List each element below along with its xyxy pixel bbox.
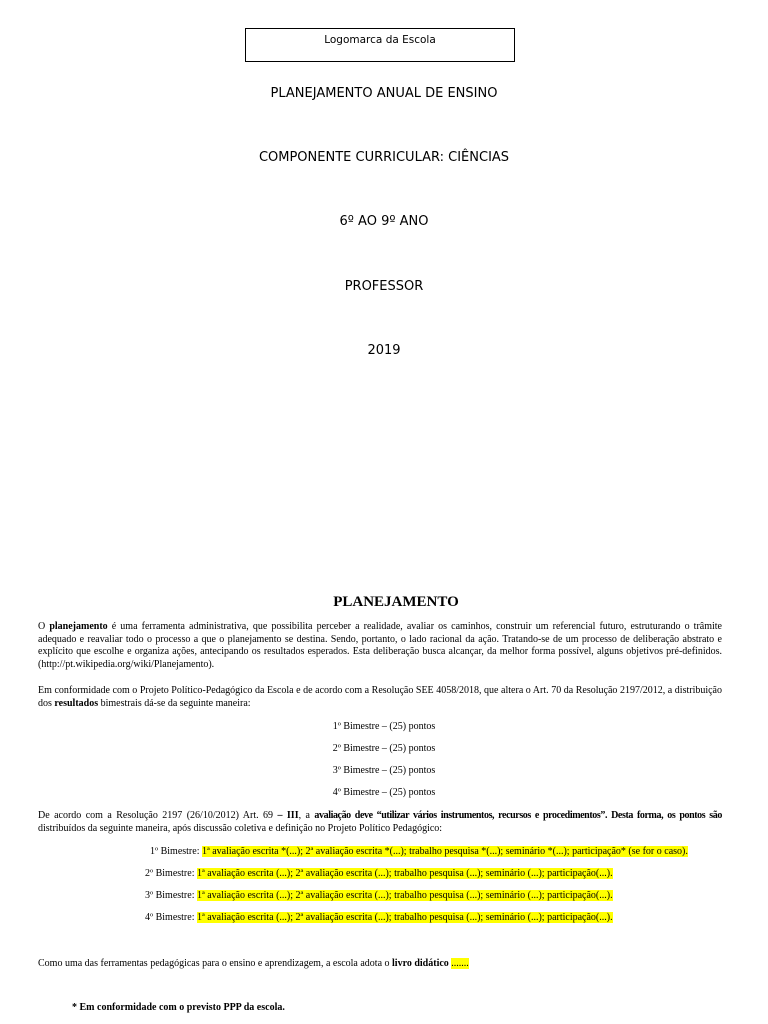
curricular-component: COMPONENTE CURRICULAR: CIÊNCIAS [258,150,510,165]
document-year: 2019 [367,343,401,358]
resolution-lead: De acordo com a Resolução 2197 (26/10/2012) Art. 69 [38,810,278,821]
distribution-row-1 [150,846,688,857]
textbook-lead: Como uma das ferramentas pedagógicas para o ensino e aprendizagem, a escola adota o [38,958,393,969]
conformity-paragraph [38,685,722,710]
resolution-tail: distribuídos da seguinte maneira, após discussão coletiva e definição no Projeto Político Pedagógico: [38,822,443,834]
distribution-text: 1ª avaliação escrita (...); 2ª avaliação escrita (...); trabalho pesquisa (...); seminário (...); participação(...). [196,890,613,901]
results-term: resultados [54,697,99,709]
resolution-paragraph [38,810,722,835]
planning-term: planejamento [49,621,108,632]
bimester-points-4: 4º Bimestre – (25) pontos [332,787,436,798]
logo-placeholder-text: Logomarca da Escola [324,34,436,46]
distribution-text: 1ª avaliação escrita *(...); 2ª avaliação escrita *(...); trabalho pesquisa *(...); seminário *(...); participação* (se for o caso). [201,846,688,857]
grade-range: 6º AO 9º ANO [339,214,429,229]
distribution-label: 4º Bimestre: [145,912,197,923]
distribution-label: 1º Bimestre: [150,846,202,857]
conformity-tail: bimestrais dá-se da seguinte maneira: [98,697,251,709]
ppp-footnote: * Em conformidade com o previsto PPP da escola. [72,1002,285,1013]
intro-text: é uma ferramenta administrativa, que possibilita perceber a realidade, avaliar os caminhos, construir um referencial futuro, estruturando o trâmite adequado e reavaliar todo o processo a que o planejamento se destina. Sendo, portanto, o lado racional da ação. Tratando-se de um processo de deliberação abstrato e explícito que escolhe e organiza ações, antecipando os resultados esperados. Esta deliberação busca alcançar, da melhor forma possível, alguns objetivos pré-definidos. (http://pt.wikipedia.org/wiki/Planejamento). [38,621,722,670]
planning-section-title: PLANEJAMENTO [333,594,459,610]
school-logo-placeholder [245,28,515,62]
resolution-mid: , a [298,810,315,821]
evaluation-requirement: avaliação deve “utilizar vários instrumentos, recursos e procedimentos”. Desta forma, os pontos são [314,810,722,821]
distribution-text: 1ª avaliação escrita (...); 2ª avaliação escrita (...); trabalho pesquisa (...); seminário (...); participação(...). [196,912,613,923]
professor-label: PROFESSOR [344,279,424,294]
textbook-term: livro didático [392,958,449,969]
resolution-dash: – III [277,810,299,821]
planning-definition-paragraph [38,621,722,671]
distribution-row-4 [145,912,613,923]
bimester-points-2: 2º Bimestre – (25) pontos [332,743,436,754]
distribution-label: 3º Bimestre: [145,890,197,901]
document-title: PLANEJAMENTO ANUAL DE ENSINO [270,86,498,101]
textbook-blank: ....... [451,958,469,969]
bimester-points-1: 1º Bimestre – (25) pontos [332,721,436,732]
bimester-points-3: 3º Bimestre – (25) pontos [332,765,436,776]
distribution-label: 2º Bimestre: [145,868,197,879]
conformity-lead: Em conformidade com o Projeto Político-Pedagógico da Escola e de acordo com a Resolução SEE 4058/2018, que altera o Art. 70 da Resolução 2197/2012, a distribuição dos [38,685,722,709]
distribution-row-2 [145,868,613,879]
textbook-paragraph [38,958,722,971]
distribution-row-3 [145,890,613,901]
distribution-text: 1ª avaliação escrita (...); 2ª avaliação escrita (...); trabalho pesquisa (...); seminário (...); participação(...). [196,868,613,879]
intro-lead: O [38,621,50,632]
